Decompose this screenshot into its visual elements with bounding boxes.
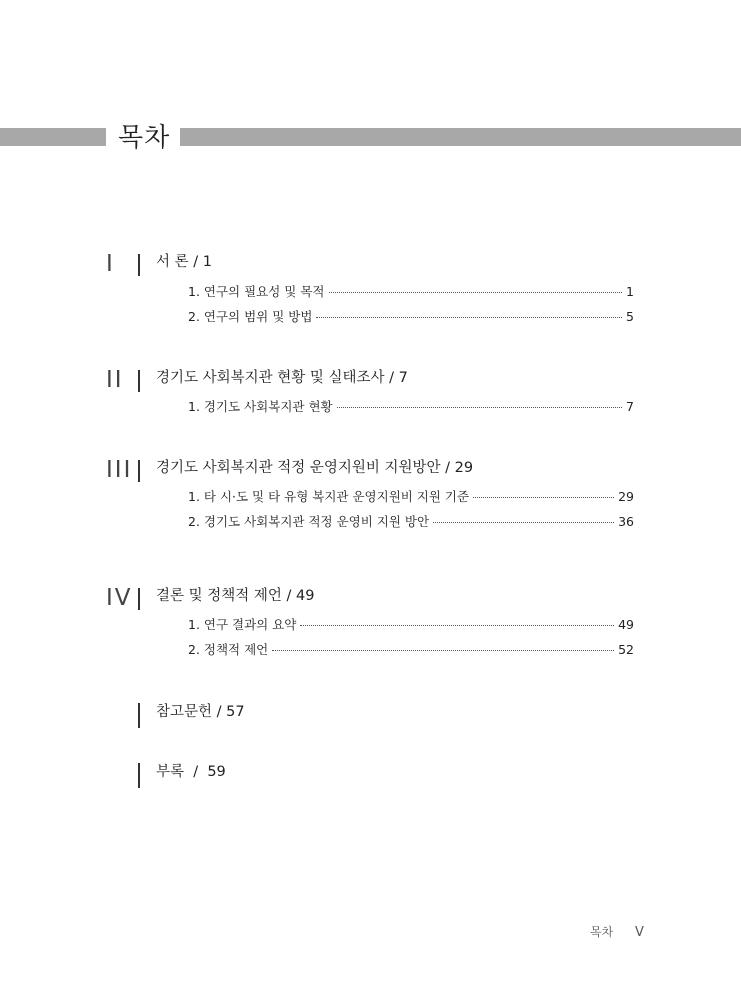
toc-entry[interactable] <box>188 640 634 658</box>
title-bar-left-rule <box>0 128 106 146</box>
chapter-divider <box>138 370 140 392</box>
entry-page: 52 <box>618 642 634 657</box>
chapter-title[interactable]: 결론 및 정책적 제언 / 49 <box>156 588 315 604</box>
title-bar-right-rule <box>180 128 741 146</box>
entry-page: 1 <box>626 284 634 299</box>
leader-dots <box>316 317 622 318</box>
entry-label: 1. 연구 결과의 요약 <box>188 617 297 632</box>
entry-label: 2. 정책적 제언 <box>188 642 269 657</box>
toc-entry[interactable] <box>188 397 634 415</box>
leader-dots <box>337 407 622 408</box>
chapter-title[interactable]: 경기도 사회복지관 현황 및 실태조사 / 7 <box>156 370 408 386</box>
toc-entry[interactable] <box>188 615 634 633</box>
chapter-divider <box>138 460 140 482</box>
entry-label: 1. 타 시·도 및 타 유형 복지관 운영지원비 지원 기준 <box>188 489 470 504</box>
chapter-title[interactable]: 서 론 / 1 <box>156 254 212 270</box>
page-title: 목차 <box>118 123 171 153</box>
leader-dots <box>272 650 614 651</box>
toc-entry[interactable] <box>188 282 634 300</box>
leader-dots <box>473 497 614 498</box>
chapter-divider <box>138 763 140 788</box>
toc-title-bar <box>0 120 741 156</box>
entry-label: 2. 경기도 사회복지관 적정 운영비 지원 방안 <box>188 514 430 529</box>
chapter-numeral: III <box>106 457 133 483</box>
toc-entry[interactable] <box>188 307 634 325</box>
entry-page: 7 <box>626 399 634 414</box>
chapter-divider <box>138 703 140 728</box>
entry-page: 36 <box>618 514 634 529</box>
entry-label: 1. 경기도 사회복지관 현황 <box>188 399 333 414</box>
toc-entry[interactable] <box>188 512 634 530</box>
footer-page-number: V <box>635 925 644 940</box>
leader-dots <box>433 522 614 523</box>
entry-page: 5 <box>626 309 634 324</box>
chapter-numeral: II <box>106 367 124 393</box>
footer-label: 목차 <box>590 925 614 939</box>
leader-dots <box>329 292 623 293</box>
leader-dots <box>300 625 614 626</box>
entry-label: 2. 연구의 범위 및 방법 <box>188 309 313 324</box>
chapter-title[interactable]: 부록 / 59 <box>156 764 226 780</box>
entry-label: 1. 연구의 필요성 및 목적 <box>188 284 325 299</box>
entry-page: 29 <box>618 489 634 504</box>
toc-entry[interactable] <box>188 487 634 505</box>
entry-page: 49 <box>618 617 634 632</box>
chapter-divider <box>138 588 140 610</box>
page-footer <box>590 923 644 940</box>
chapter-numeral: I <box>106 251 115 277</box>
chapter-numeral: IV <box>106 585 133 611</box>
chapter-title[interactable]: 참고문헌 / 57 <box>156 704 245 720</box>
chapter-title[interactable]: 경기도 사회복지관 적정 운영지원비 지원방안 / 29 <box>156 460 474 476</box>
chapter-divider <box>138 254 140 276</box>
